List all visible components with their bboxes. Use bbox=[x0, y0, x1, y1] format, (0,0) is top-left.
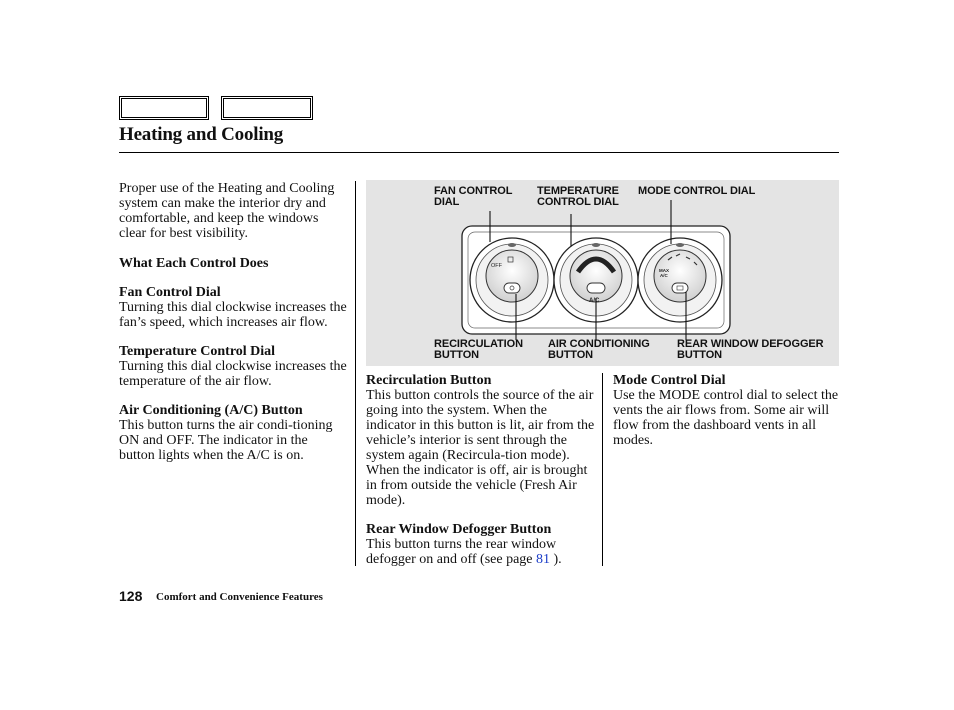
nav-tab-previous[interactable] bbox=[119, 96, 209, 120]
left-column bbox=[119, 181, 347, 463]
page-number: 128 bbox=[119, 588, 143, 604]
page-title: Heating and Cooling bbox=[119, 124, 284, 145]
fan-body: Turning this dial clockwise increases the fan’s speed, which increases air flow. bbox=[119, 300, 347, 330]
page-81-link[interactable]: 81 bbox=[536, 552, 551, 567]
callout-rear-window-defogger-button: REAR WINDOW DEFOGGER BUTTON bbox=[677, 338, 824, 361]
ac-body: This button turns the air condi-tioning ON and OFF. The indicator in the button lights when the A/C is on. bbox=[119, 418, 333, 463]
callout-air-conditioning-button: AIR CONDITIONING BUTTON bbox=[548, 338, 650, 361]
fan-off-label: OFF bbox=[491, 263, 502, 269]
ac-label: A/C bbox=[589, 298, 600, 304]
right-column bbox=[613, 373, 841, 448]
fan-control-dial bbox=[470, 238, 554, 322]
what-heading: What Each Control Does bbox=[119, 256, 269, 271]
recirc-heading: Recirculation Button bbox=[366, 373, 492, 388]
callout-recirculation-button: RECIRCULATION BUTTON bbox=[434, 338, 523, 361]
temp-heading: Temperature Control Dial bbox=[119, 344, 276, 359]
intro-paragraph: Proper use of the Heating and Cooling system can make the interior dry and comfortable, and keep the windows clear for best visibility. bbox=[119, 181, 335, 241]
fan-heading: Fan Control Dial bbox=[119, 285, 221, 300]
middle-column bbox=[366, 373, 598, 567]
ac-heading: Air Conditioning (A/C) Button bbox=[119, 403, 303, 418]
mode-body: Use the MODE control dial to select the vents the air flows from. Some air will flow from the dashboard vents in all modes. bbox=[613, 388, 839, 448]
nav-tab-next[interactable] bbox=[221, 96, 313, 120]
defog-body: This button turns the rear window defogger on and off (see page 81 ). bbox=[366, 537, 562, 567]
column-divider-2 bbox=[602, 373, 603, 566]
title-rule bbox=[119, 152, 839, 153]
temp-body: Turning this dial clockwise increases the temperature of the air flow. bbox=[119, 359, 347, 389]
section-title: Comfort and Convenience Features bbox=[156, 591, 323, 603]
max-ac-label: MAX bbox=[659, 268, 669, 273]
mode-control-dial bbox=[638, 238, 722, 322]
column-divider-1 bbox=[355, 181, 356, 566]
callout-mode-control-dial: MODE CONTROL DIAL bbox=[638, 185, 756, 197]
max-ac-label-2: A/C bbox=[660, 273, 668, 278]
defog-heading: Rear Window Defogger Button bbox=[366, 522, 552, 537]
recirc-body: This button controls the source of the air going into the system. When the indicator in this button is lit, air from the vehicle’s interior is sent through the system again (Recircula-tion mode). When the indicator is off, air is brought in from outside the vehicle (Fresh Air mode). bbox=[366, 388, 595, 508]
climate-control-figure bbox=[366, 180, 839, 366]
callout-fan-control-dial: FAN CONTROL DIAL bbox=[434, 185, 513, 208]
callout-temperature-control-dial: TEMPERATURE CONTROL DIAL bbox=[537, 185, 619, 208]
mode-heading: Mode Control Dial bbox=[613, 373, 726, 388]
